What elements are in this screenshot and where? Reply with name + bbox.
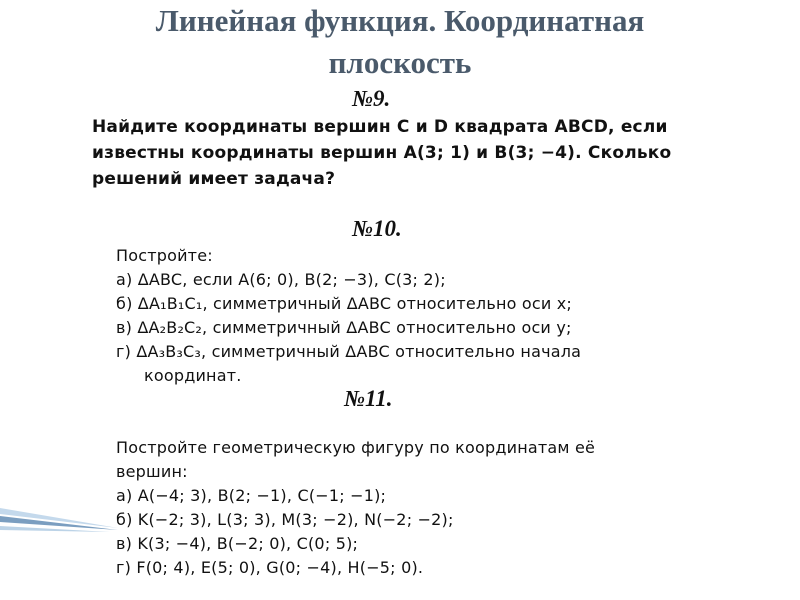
task-9-line: известны координаты вершин A(3; 1) и B(3; −4). Сколько	[92, 143, 672, 163]
task-10-line: координат.	[144, 366, 242, 385]
task-10-line: Постройте:	[116, 246, 213, 265]
task-10-line: а) ΔABC, если A(6; 0), B(2; −3), C(3; 2);	[116, 270, 446, 289]
task-9-text	[92, 114, 671, 192]
task-11-line: г) F(0; 4), E(5; 0), G(0; −4), H(−5; 0).	[116, 558, 424, 577]
task-10-line: г) ΔA₃B₃C₃, симметричный ΔABC относительно начала	[116, 342, 582, 361]
task-11-line: в) K(3; −4), B(−2; 0), C(0; 5);	[116, 534, 359, 553]
task-9-number: №9.	[352, 86, 391, 111]
task-11-text	[116, 436, 595, 580]
task-11-line: а) A(−4; 3), B(2; −1), C(−1; −1);	[116, 486, 387, 505]
slide-title-line-1: Линейная функция. Координатная	[155, 3, 645, 38]
decorative-swoosh	[0, 500, 120, 560]
task-11-line: Постройте геометрическую фигуру по координатам её	[116, 438, 596, 457]
task-11-line: вершин:	[116, 462, 188, 481]
task-11-line: б) K(−2; 3), L(3; 3), M(3; −2), N(−2; −2);	[116, 510, 454, 529]
slide-title-line-2: плоскость	[328, 45, 472, 80]
slide-title	[0, 0, 800, 84]
task-11-number: №11.	[344, 386, 393, 411]
task-10-line: в) ΔA₂B₂C₂, симметричный ΔABC относительно оси y;	[116, 318, 572, 337]
task-9-line: решений имеет задача?	[92, 169, 336, 189]
task-10-line: б) ΔA₁B₁C₁, симметричный ΔABC относительно оси x;	[116, 294, 573, 313]
task-9-line: Найдите координаты вершин C и D квадрата ABCD, если	[92, 117, 668, 137]
task-10-text	[116, 244, 581, 388]
task-10-number: №10.	[352, 216, 402, 241]
